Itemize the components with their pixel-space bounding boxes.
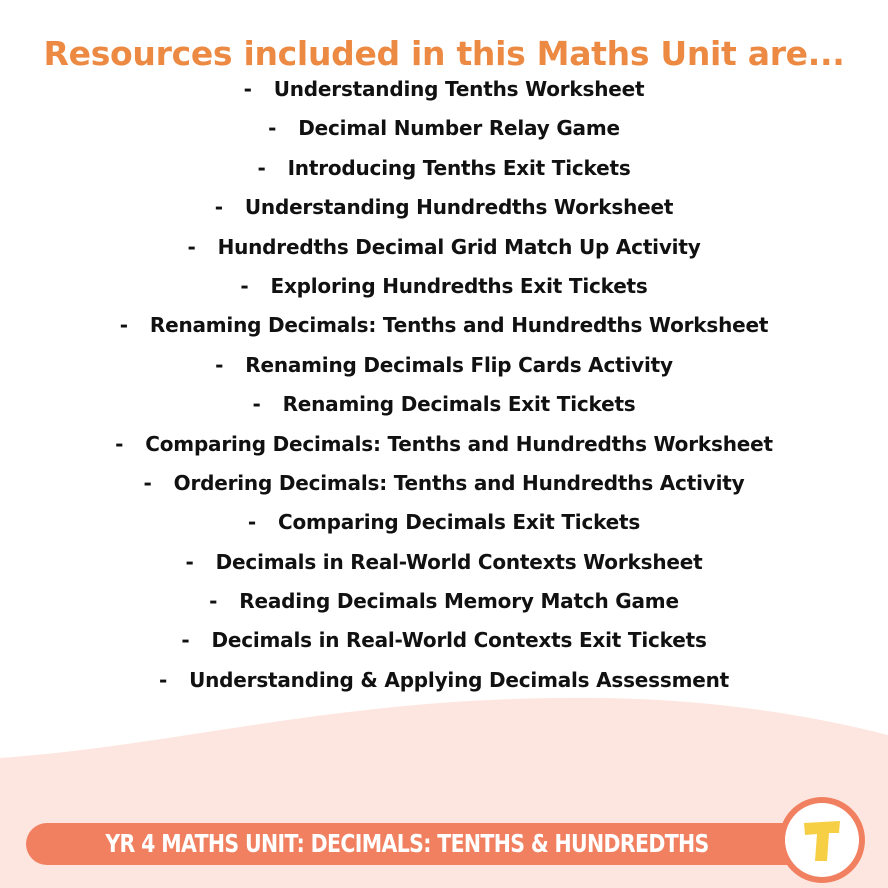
bullet-dash: -: [181, 628, 190, 653]
list-item: [0, 425, 888, 464]
resource-list: [0, 70, 888, 700]
list-item: [0, 346, 888, 385]
list-item-label: Renaming Decimals Exit Tickets: [282, 392, 636, 417]
list-item: [0, 70, 888, 109]
list-item-label: Comparing Decimals: Tenths and Hundredths Worksheet: [145, 431, 773, 456]
bullet-dash: -: [115, 431, 124, 456]
list-item-label: Decimals in Real-World Contexts Exit Tickets: [211, 628, 707, 653]
list-item-label: Understanding & Applying Decimals Assessment: [189, 667, 729, 692]
list-item-label: Introducing Tenths Exit Tickets: [287, 155, 631, 180]
list-item-label: Renaming Decimals Flip Cards Activity: [245, 352, 673, 377]
list-item: [0, 188, 888, 227]
bullet-dash: -: [257, 155, 266, 180]
bullet-dash: -: [143, 470, 152, 495]
list-item-label: Exploring Hundredths Exit Tickets: [270, 273, 648, 298]
bullet-dash: -: [209, 589, 218, 614]
bullet-dash: -: [252, 392, 261, 417]
list-item: [0, 267, 888, 306]
teach-starter-t-icon: [785, 803, 859, 877]
bullet-dash: -: [119, 313, 128, 338]
list-item: [0, 109, 888, 148]
list-item: [0, 582, 888, 621]
list-item: [0, 464, 888, 503]
list-item-label: Renaming Decimals: Tenths and Hundredths Worksheet: [149, 313, 769, 338]
list-item-label: Decimal Number Relay Game: [298, 116, 620, 141]
page-title: Resources included in this Maths Unit are...: [43, 34, 845, 74]
list-item-label: Decimals in Real-World Contexts Worksheet: [215, 549, 703, 574]
list-item: [0, 621, 888, 660]
list-item: [0, 385, 888, 424]
list-item-label: Comparing Decimals Exit Tickets: [277, 510, 641, 535]
list-item: [0, 543, 888, 582]
list-item: [0, 149, 888, 188]
bullet-dash: -: [187, 234, 196, 259]
list-item-label: Hundredths Decimal Grid Match Up Activity: [217, 234, 701, 259]
bullet-dash: -: [268, 116, 277, 141]
bullet-dash: -: [158, 667, 168, 692]
list-item: [0, 503, 888, 542]
banner-title: YR 4 MATHS UNIT: DECIMALS: TENTHS & HUNDREDTHS: [105, 829, 709, 858]
bullet-dash: -: [214, 195, 223, 220]
list-item: [0, 228, 888, 267]
bullet-dash: -: [240, 273, 249, 298]
bullet-dash: -: [243, 77, 252, 101]
list-item-label: Understanding Tenths Worksheet: [273, 77, 645, 101]
list-item: [0, 306, 888, 345]
bullet-dash: -: [247, 510, 256, 535]
bullet-dash: -: [185, 549, 194, 574]
list-item-label: Understanding Hundredths Worksheet: [244, 195, 674, 220]
bullet-dash: -: [215, 352, 224, 377]
list-item-label: Ordering Decimals: Tenths and Hundredths Activity: [173, 470, 745, 495]
list-item-label: Reading Decimals Memory Match Game: [239, 589, 679, 614]
